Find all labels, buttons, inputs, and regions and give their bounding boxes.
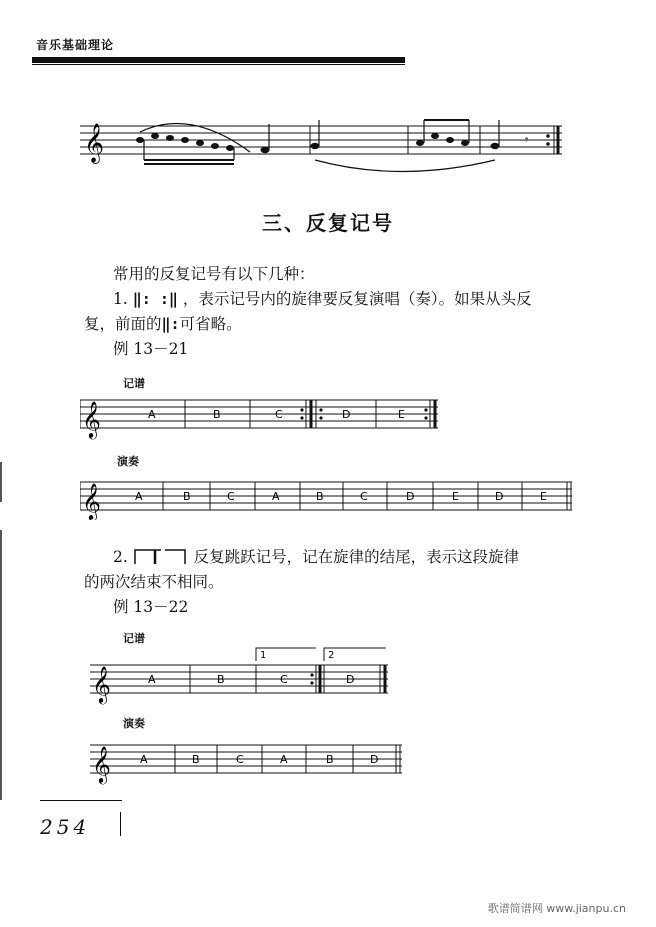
note-label: A <box>280 753 288 766</box>
margin-mark <box>0 462 2 502</box>
note-label: E <box>398 408 405 421</box>
page-number-rule <box>40 800 122 801</box>
treble-clef-icon: 𝄞 <box>92 665 111 703</box>
note-label: A <box>148 673 156 686</box>
example1-performance-staff <box>80 470 580 520</box>
example2-performance-label: 演奏 <box>123 717 145 730</box>
section-title: 三、反复记号 <box>262 211 394 235</box>
note-label: C <box>275 408 283 421</box>
item1-text-a: ，表示记号内的旋律要反复演唱（奏）。如果从头反 <box>182 290 532 308</box>
note-label: C <box>236 753 244 766</box>
note-label: A <box>135 490 143 503</box>
example2-notation-label: 记谱 <box>123 632 145 645</box>
treble-clef-icon: 𝄞 <box>92 745 111 783</box>
page-number: 254 <box>40 815 91 839</box>
item2-number: 2. <box>113 548 128 566</box>
item2-line1 <box>113 545 519 570</box>
note-label: B <box>316 490 324 503</box>
note-label: E <box>452 490 459 503</box>
note-label: E <box>540 490 547 503</box>
treble-clef-icon: 𝄞 <box>82 400 101 438</box>
item1-line2 <box>84 312 242 337</box>
page-number-rule-vertical <box>120 812 121 836</box>
note-label: A <box>272 490 280 503</box>
note-label: B <box>192 753 200 766</box>
volta-bracket-icon <box>133 547 189 565</box>
example1-notation-staff <box>80 390 450 440</box>
item2-text-a: 反复跳跃记号，记在旋律的结尾，表示这段旋律 <box>193 548 520 566</box>
header-rule-thin <box>32 64 405 65</box>
note-label: A <box>140 753 148 766</box>
item1-number: 1. <box>113 290 128 308</box>
intro-text: 常用的反复记号有以下几种： <box>113 265 315 283</box>
note-label: D <box>406 490 415 503</box>
note-label: B <box>326 753 334 766</box>
example1-notation-label: 记谱 <box>123 377 145 390</box>
watermark: 歌谱简谱网 www.jianpu.cn <box>487 902 626 915</box>
note-label: D <box>495 490 504 503</box>
note-label: C <box>360 490 368 503</box>
svg-text:𝄾: 𝄾 <box>525 133 529 148</box>
note-label: B <box>213 408 221 421</box>
start-repeat-symbol: ‖: <box>161 315 180 333</box>
treble-clef-icon: 𝄞 <box>82 482 101 520</box>
example2-notation-staff <box>90 645 400 705</box>
treble-clef-icon: 𝄞 <box>84 123 105 163</box>
note-label: C <box>227 490 235 503</box>
example1-label: 例 13－21 <box>113 340 189 358</box>
note-label: D <box>370 753 379 766</box>
note-label: B <box>183 490 191 503</box>
note-label: D <box>346 673 355 686</box>
running-header: 音乐基础理论 <box>36 38 115 52</box>
volta-1-label: 1 <box>260 650 267 661</box>
item2-text-b: 的两次结束不相同。 <box>84 573 224 591</box>
item1-text-b: 复，前面的 <box>84 315 162 333</box>
item1-line1 <box>113 287 532 312</box>
item1-text-c: 可省略。 <box>179 315 242 333</box>
header-rule-thick <box>32 57 405 63</box>
volta-2-label: 2 <box>328 650 335 661</box>
note-label: C <box>280 673 288 686</box>
note-label: B <box>217 673 225 686</box>
example1-performance-label: 演奏 <box>117 455 139 468</box>
example2-label: 例 13－22 <box>113 598 189 616</box>
repeat-sign-symbol: ‖: :‖ <box>132 290 178 308</box>
margin-mark <box>0 530 2 800</box>
example2-performance-staff <box>90 735 410 785</box>
note-label: A <box>148 408 156 421</box>
top-melody-staff <box>70 108 570 178</box>
note-label: D <box>342 408 351 421</box>
